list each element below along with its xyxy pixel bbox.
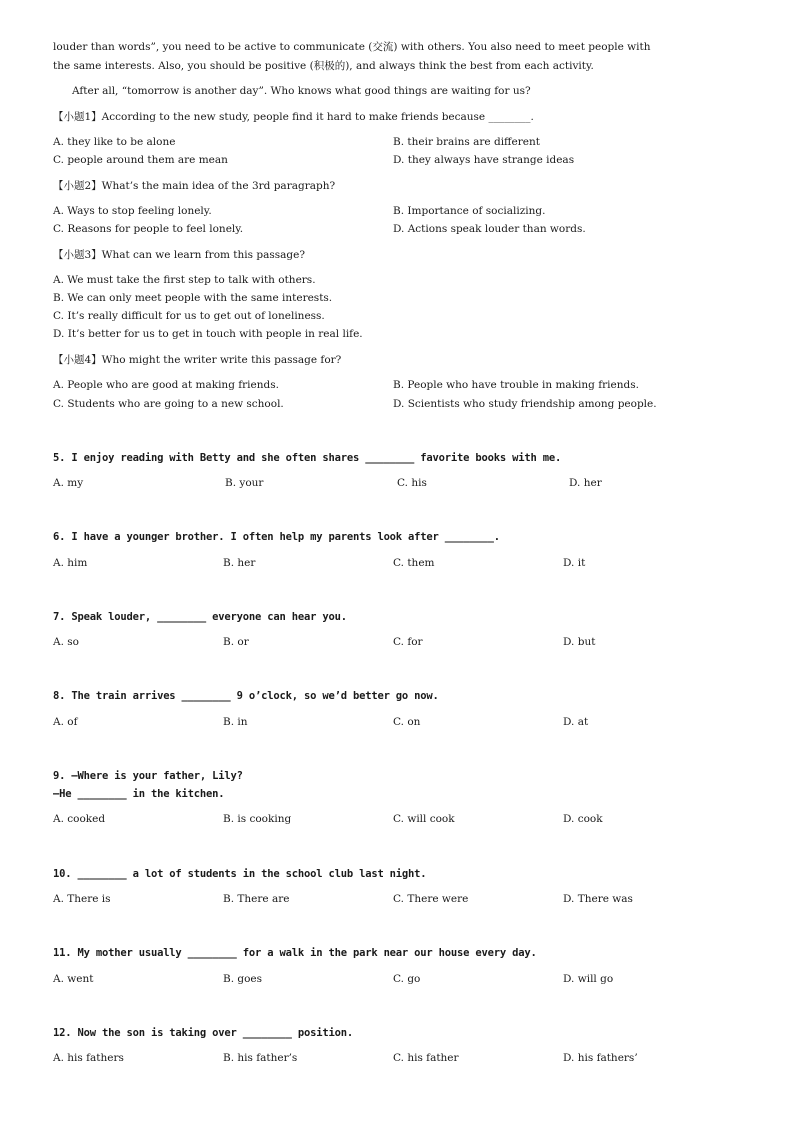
question-stem: 6. I have a younger brother. I often help my parents look after ________. (53, 531, 500, 543)
option-c[interactable]: C. on (393, 716, 421, 728)
option-c[interactable]: C. for (393, 636, 423, 648)
option-d[interactable]: D. will go (563, 973, 614, 985)
option-d[interactable]: D. it (563, 557, 586, 569)
option-b[interactable]: B. or (223, 636, 249, 648)
option-a[interactable]: A. There is (53, 893, 111, 905)
option-d[interactable]: D. Actions speak louder than words. (393, 223, 586, 235)
option-b[interactable]: B. their brains are different (393, 136, 540, 148)
option-a[interactable]: A. my (53, 477, 84, 489)
option-d[interactable]: D. her (569, 477, 602, 489)
passage-line: After all, “tomorrow is another day”. Who knows what good things are waiting for us? (72, 85, 531, 97)
option-c[interactable]: C. will cook (393, 813, 455, 825)
option-a[interactable]: A. People who are good at making friends. (53, 379, 279, 391)
question-stem: 5. I enjoy reading with Betty and she often shares ________ favorite books with me. (53, 452, 562, 464)
option-b[interactable]: B. his father’s (223, 1052, 298, 1064)
option-d[interactable]: D. cook (563, 813, 603, 825)
option-a[interactable]: A. him (53, 557, 88, 569)
question-stem: 【小题1】According to the new study, people find it hard to make friends because ________. (53, 111, 534, 123)
option-b[interactable]: B. in (223, 716, 248, 728)
option-b[interactable]: B. is cooking (223, 813, 292, 825)
option-d[interactable]: D. It’s better for us to get in touch with people in real life. (53, 328, 363, 340)
question-stem-line2: —He ________ in the kitchen. (53, 788, 225, 800)
option-b[interactable]: B. People who have trouble in making friends. (393, 379, 639, 391)
question-stem: 【小题3】What can we learn from this passage? (53, 249, 305, 261)
option-a[interactable]: A. We must take the first step to talk with others. (53, 274, 316, 286)
option-c[interactable]: C. go (393, 973, 421, 985)
question-stem: 7. Speak louder, ________ everyone can hear you. (53, 611, 347, 623)
question-stem: 【小题2】What’s the main idea of the 3rd paragraph? (53, 180, 336, 192)
passage-line: the same interests. Also, you should be positive (积极的), and always think the best from each activity. (53, 60, 594, 72)
option-a[interactable]: A. his fathers (53, 1052, 124, 1064)
question-stem: 9. —Where is your father, Lily? (53, 770, 243, 782)
option-a[interactable]: A. Ways to stop feeling lonely. (53, 205, 212, 217)
option-a[interactable]: A. of (53, 716, 78, 728)
option-b[interactable]: B. Importance of socializing. (393, 205, 546, 217)
option-d[interactable]: D. his fathers’ (563, 1052, 638, 1064)
option-d[interactable]: D. at (563, 716, 589, 728)
option-b[interactable]: B. goes (223, 973, 263, 985)
option-d[interactable]: D. they always have strange ideas (393, 154, 575, 166)
option-b[interactable]: B. We can only meet people with the same interests. (53, 292, 333, 304)
question-stem: 【小题4】Who might the writer write this passage for? (53, 354, 342, 366)
question-stem: 11. My mother usually ________ for a walk in the park near our house every day. (53, 947, 537, 959)
option-c[interactable]: C. his father (393, 1052, 459, 1064)
option-b[interactable]: B. your (225, 477, 264, 489)
option-c[interactable]: C. It’s really difficult for us to get out of loneliness. (53, 310, 325, 322)
option-d[interactable]: D. but (563, 636, 596, 648)
option-a[interactable]: A. went (53, 973, 94, 985)
passage-line: louder than words”, you need to be active to communicate (交流) with others. You also need to meet people with (53, 41, 651, 53)
option-a[interactable]: A. so (53, 636, 79, 648)
option-c[interactable]: C. them (393, 557, 435, 569)
option-c[interactable]: C. There were (393, 893, 469, 905)
question-stem: 8. The train arrives ________ 9 o’clock, so we’d better go now. (53, 690, 439, 702)
option-a[interactable]: A. cooked (53, 813, 106, 825)
option-d[interactable]: D. There was (563, 893, 633, 905)
option-c[interactable]: C. Students who are going to a new school. (53, 398, 284, 410)
option-c[interactable]: C. Reasons for people to feel lonely. (53, 223, 244, 235)
option-a[interactable]: A. they like to be alone (53, 136, 176, 148)
option-d[interactable]: D. Scientists who study friendship among people. (393, 398, 657, 410)
option-b[interactable]: B. There are (223, 893, 290, 905)
option-b[interactable]: B. her (223, 557, 256, 569)
option-c[interactable]: C. people around them are mean (53, 154, 228, 166)
question-stem: 10. ________ a lot of students in the school club last night. (53, 868, 427, 880)
question-stem: 12. Now the son is taking over ________ position. (53, 1027, 353, 1039)
option-c[interactable]: C. his (397, 477, 427, 489)
